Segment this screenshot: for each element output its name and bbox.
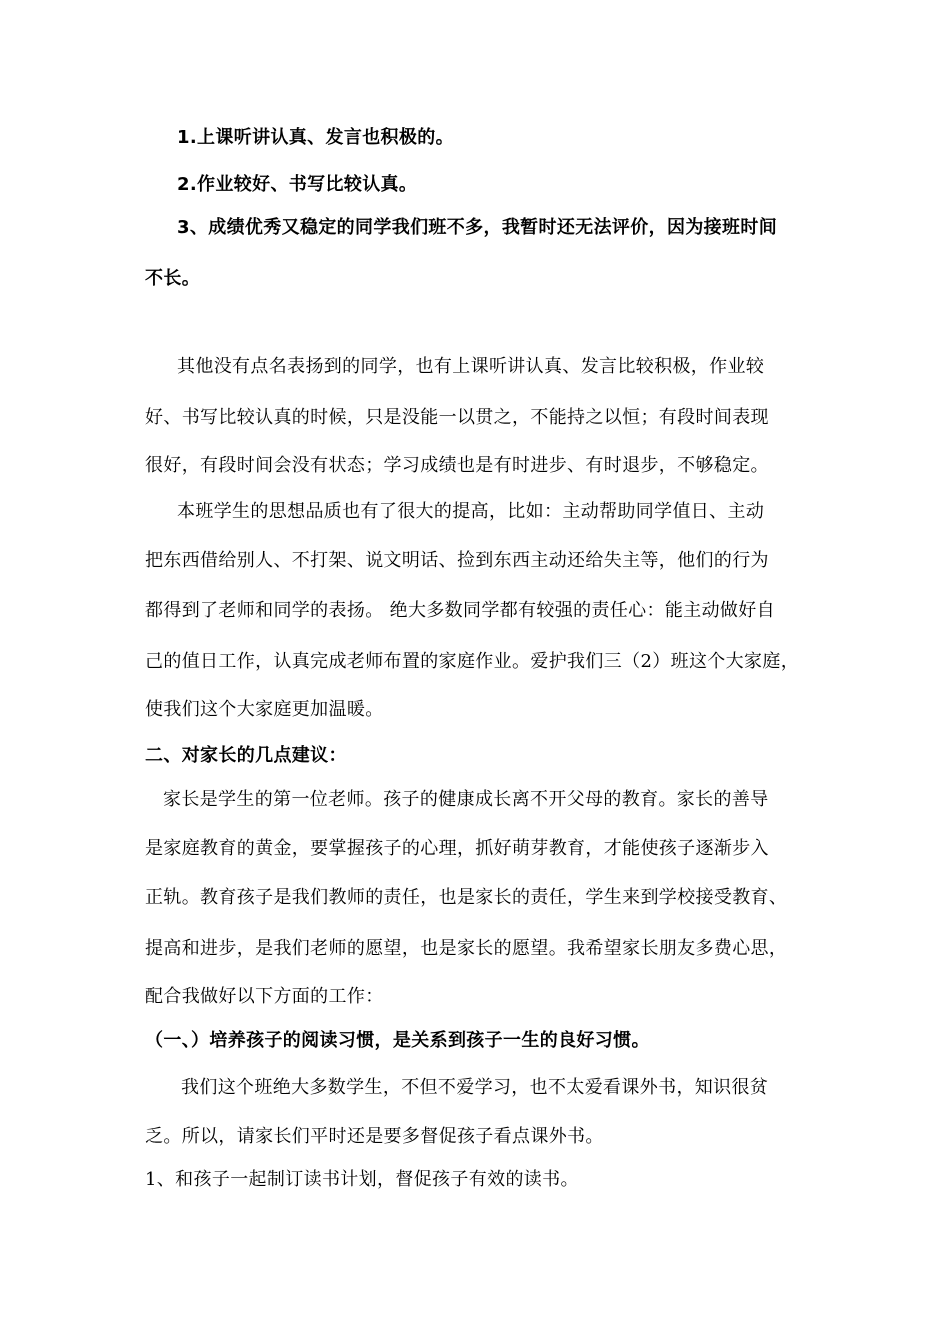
paragraph-3-line-5: 配合我做好以下方面的工作：: [145, 986, 384, 1007]
paragraph-3-line-3: 正轨。教育孩子是我们教师的责任，也是家长的责任，学生来到学校接受教育、: [145, 887, 788, 908]
paragraph-4-line-2: 乏。所以，请家长们平时还是要多督促孩子看点课外书。: [145, 1126, 604, 1147]
sub-heading-1: （一、）培养孩子的阅读习惯，是关系到孩子一生的良好习惯。: [145, 1030, 650, 1051]
point-2: 2.作业较好、书写比较认真。: [177, 174, 418, 195]
paragraph-3-line-1: 家长是学生的第一位老师。孩子的健康成长离不开父母的教育。家长的善导: [163, 789, 769, 810]
section-heading-2: 二、对家长的几点建议：: [145, 745, 347, 766]
paragraph-3-line-4: 提高和进步，是我们老师的愿望，也是家长的愿望。我希望家长朋友多费心思，: [145, 938, 788, 959]
paragraph-1-line-2: 好、书写比较认真的时候，只是没能一以贯之，不能持之以恒；有段时间表现: [145, 407, 769, 428]
paragraph-1-line-3: 很好，有段时间会没有状态；学习成绩也是有时进步、有时退步，不够稳定。: [145, 455, 769, 476]
paragraph-2-line-5: 使我们这个大家庭更加温暖。: [145, 699, 384, 720]
paragraph-4-line-1: 我们这个班绝大多数学生，不但不爱学习，也不太爱看课外书，知识很贫: [181, 1077, 769, 1098]
paragraph-3-line-2: 是家庭教育的黄金，要掌握孩子的心理，抓好萌芽教育，才能使孩子逐渐步入: [145, 838, 769, 859]
point-1: 1.上课听讲认真、发言也积极的。: [177, 127, 454, 148]
paragraph-2-line-1: 本班学生的思想品质也有了很大的提高，比如：主动帮助同学值日、主动: [177, 501, 765, 522]
paragraph-2-line-4: 己的值日工作，认真完成老师布置的家庭作业。爱护我们三（2）班这个大家庭，: [145, 651, 800, 672]
list-item-1: 1、和孩子一起制订读书计划，督促孩子有效的读书。: [145, 1169, 579, 1190]
paragraph-2-line-3: 都得到了老师和同学的表扬。 绝大多数同学都有较强的责任心：能主动做好自: [145, 600, 775, 621]
paragraph-1-line-1: 其他没有点名表扬到的同学，也有上课听讲认真、发言比较积极，作业较: [177, 356, 765, 377]
point-3-line-2: 不长。: [145, 268, 201, 289]
point-3-line-1: 3、成绩优秀又稳定的同学我们班不多，我暂时还无法评价，因为接班时间: [177, 217, 778, 238]
paragraph-2-line-2: 把东西借给别人、不打架、说文明话、捡到东西主动还给失主等，他们的行为: [145, 550, 769, 571]
